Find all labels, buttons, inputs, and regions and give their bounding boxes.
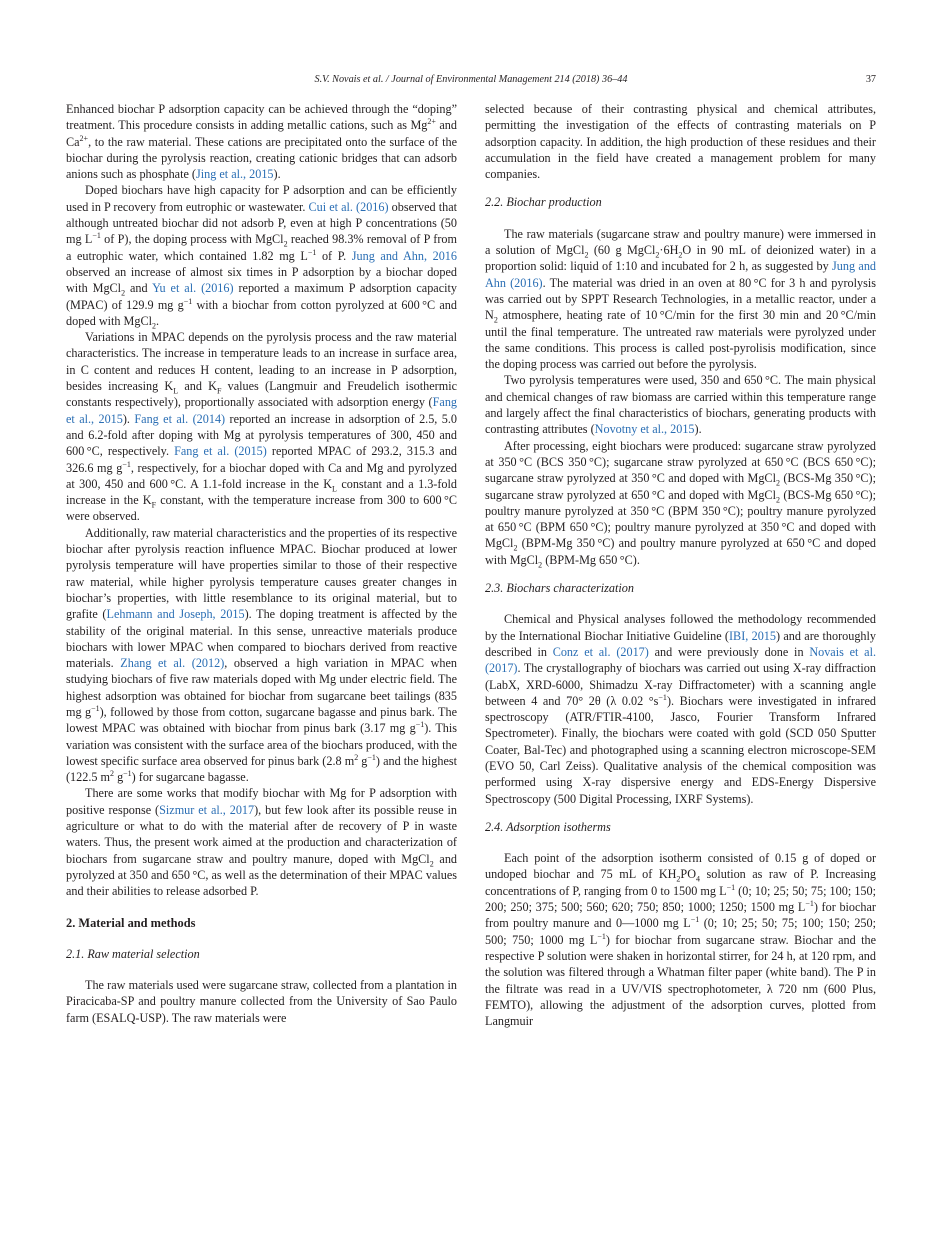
- citation-link[interactable]: Novotny et al., 2015: [594, 422, 695, 437]
- citation-link[interactable]: Fang et al. (2015): [174, 444, 267, 459]
- paragraph-raw-material: Additionally, raw material characteristics and the properties of its respective biochar after pyrolysis reaction influence MPAC. Biochar produced at lower pyrolysis temperature will have properties similar to those of their respective raw material, while higher pyrolysis temperature causes greater changes in biochar’s properties, with little resemblance to its original material, but to grafite (Lehmann and Joseph, 2015). The doping treatment is affected by the stability of the original material. In this sense, unreactive materials produce biochars with lower MPAC when compared to biochars derived from reactive materials. Zhang et al. (2012), observed a high variation in MPAC when studying biochars of five raw materials doped with Mg under electric field. The highest adsorption was obtained for biochar from sugarcane beet tailings (835 mg $g^{-1}$), followed by those from cotton, sugarcane bagasse and pinus bark. The lowest MPAC was obtained with biochar from pinus bark (3.17 mg $g^{-1}$). This variation was consistent with the surface area of the biochars produced, with the lowest specific surface area observed for pinus bark (2.8 $m^2$ $g^{-1}$) and the highest (122.5 $m^2$ $g^{-1}$) for sugarcane bagasse.: [66, 525, 458, 785]
- paragraph-raw-material-selection: The raw materials used were sugarcane straw, collected from a plantation in Piracicaba-SP and poultry manure collected from the University of Sao Paulo farm (ESALQ-USP). The raw materials were: [66, 978, 457, 1025]
- right-column: [485, 101, 876, 1029]
- journal-citation: S.V. Novais et al. / Journal of Environmental Management 214 (2018) 36–44: [314, 74, 628, 85]
- paragraph-pyrolysis-temps: Two pyrolysis temperatures were used, 350 and 650 °C. The main physical and chemical changes of raw biomass are carried within this temperature range and largely affect the final characteristics of biochars, generating products with contrasting attributes (Novotny et al., 2015).: [485, 373, 876, 437]
- paragraph-mpac-variations: Variations in MPAC depends on the pyrolysis process and the raw material characteristics. The increase in temperature leads to an increase in surface area, in C content and reduces H content, leading to an increase in P adsorption, besides increasing $K_L$ and $K_F$ values (Langmuir and Freudelich isothermic constants respectively), proportionally associated with adsorption energy (Fang et al., 2015). Fang et al. (2014) reported an increase in adsorption of 2.5, 5.0 and 6.2-fold after doping with Mg at pyrolysis temperatures of 300, 450 and 600 °C, respectively. Fang et al. (2015) reported MPAC of 293.2, 315.3 and 326.6 mg $g^{-1}$, respectively, for a biochar doped with Ca and Mg and pyrolyzed at 300, 450 and 600 °C. A 1.1-fold increase in the $K_L$ constant and a 1.3-fold increase in the $K_F$ constant, with the temperature increase from 300 to 600 °C were observed.: [66, 330, 458, 524]
- subsection-heading: 2.4. Adsorption isotherms: [485, 819, 611, 834]
- section-heading: 2. Material and methods: [66, 915, 196, 930]
- citation-link[interactable]: Conz et al. (2017): [552, 644, 649, 659]
- subsection-heading: 2.3. Biochars characterization: [485, 581, 634, 596]
- citation-link[interactable]: Fang et al., 2015: [66, 395, 457, 426]
- paragraph-doping-intro: Enhanced biochar P adsorption capacity can be achieved through the “doping” treatment. This procedure consists in adding metallic cations, such as $Mg^{2+}$ and $Ca^{2+}$, to the raw material. These cations are precipitated onto the surface of the biochar during the pyrolysis reaction, creating cationic bridges that can adsorb anions such as phosphate (Jing et al., 2015).: [66, 102, 457, 182]
- paragraph-adsorption-isotherms: Each point of the adsorption isotherm consisted of 0.15 g of doped or undoped biochar and 75 mL of $KH_2PO_4$ solution as raw of P. Increasing concentrations of P, ranging from 0 to 1500 mg $L^{-1}$ (0; 10; 25; 50; 75; 100; 150; 200; 250; 375; 500; 560; 620; 750; 850; 1000; 1250; 1500 mg $L^{-1}$) for biochar from poultry manure and 0—1000 mg $L^{-1}$ (0; 10; 25; 50; 75; 100; 150; 250; 500; 750; 1000 mg $L^{-1}$) for biochar from sugarcane straw. Biochar and the respective P solution were shaken in horizontal stirrer, for 24 h, at 120 rpm, and the solution was filtered through a Whatman filter paper (white band). The P in the filtrate was read in a UV/VIS spectrophotometer, λ 720 nm (600 Plus, FEMTO), allowing the adjustment of the adsorption curves, plotted from Langmuir: [485, 851, 877, 1029]
- citation-link[interactable]: IBI, 2015: [729, 628, 776, 643]
- paragraph-selection-cont: selected because of their contrasting physical and chemical attributes, permitting the investigation of the effects of contrasting materials on P adsorption capacity. In addition, the high production of these residues and their accumulation in the field have created a management problem for many companies.: [485, 102, 876, 182]
- citation-link[interactable]: Zhang et al. (2012): [120, 656, 225, 671]
- citation-link[interactable]: Jing et al., 2015: [195, 167, 274, 182]
- subsection-heading: 2.1. Raw material selection: [66, 946, 200, 961]
- paragraph-doped-biochars: Doped biochars have high capacity for P adsorption and can be efficiently used in P recovery from eutrophic or wastewater. Cui et al. (2016) observed that although untreated biochar did not adsorb P, even at high P concentrations (50 mg $L^{-1}$ of P), the doping process with MgCl$_2$ reached 98.3% removal of P from a eutrophic water, which contained 1.82 mg $L^{-1}$ of P. Jung and Ahn, 2016 observed an increase of almost six times in P adsorption by a biochar doped with MgCl$_2$ and Yu et al. (2016) reported a maximum P adsorption capacity (MPAC) of 129.9 mg $g^{-1}$ with a biochar from cotton pyrolyzed at 600 °C and doped with MgCl$_2$.: [66, 183, 457, 331]
- page-number: 37: [865, 74, 876, 85]
- citation-link[interactable]: Sizmur et al., 2017: [159, 802, 255, 817]
- paragraph-eight-biochars: After processing, eight biochars were produced: sugarcane straw pyrolyzed at 350 °C (BCS 350 °C); sugarcane straw pyrolyzed at 650 °C (BCS 650 °C); sugarcane straw pyrolyzed at 350 °C and doped with MgCl$_2$ (BCS-Mg 350 °C); sugarcane straw pyrolyzed at 650 °C and doped with MgCl$_2$ (BCS-Mg 650 °C); poultry manure pyrolyzed at 350 °C (BPM 350 °C); poultry manure pyrolyzed at 650 °C (BPM 650 °C); poultry manure pyrolyzed at 350 °C and doped with MgCl$_2$ (BPM-Mg 350 °C) and poultry manure pyrolyzed at 650 °C and doped with MgCl$_2$ (BPM-Mg 650 °C).: [485, 438, 876, 570]
- citation-link[interactable]: Lehmann and Joseph, 2015: [106, 607, 245, 622]
- paragraph-characterization: Chemical and Physical analyses followed the methodology recommended by the International Biochar Initiative Guideline (IBI, 2015) and are thoroughly described in Conz et al. (2017) and were previously done in Novais et al. (2017). The crystallography of biochars was carried out using X-ray diffraction (LabX, XRD-6000, Shimadzu X-ray Diffractometer) with a scanning angle between 4 and 70° 2θ (λ 0.02 $^\circ s^{-1}$). Biochars were investigated in infrared spectroscopy (ATR/FTIR-4100, Jasco, Fourier Transform Infrared Spectrometer). Finally, the biochars were coated with gold (SCD 050 Sputter Coater, Bal-Tec) and photographed using a scanning electron microscope-SEM (EVO 50, Carl Zeiss). Qualitative analysis of the chemical composition was performed using X-ray dispersive energy and EDS-Energy Dispersive Spectroscopy (500 Digital Processing, IXRF Systems).: [485, 612, 876, 806]
- subsection-heading: 2.2. Biochar production: [485, 195, 602, 210]
- citation-link[interactable]: Jung and Ahn (2016): [485, 259, 877, 290]
- paragraph-biochar-production: The raw materials (sugarcane straw and poultry manure) were immersed in a solution of MgCl$_2$ (60 g $MgCl_2\cdot 6H_2O$ in 90 mL of deionized water) in a proportion solid: liquid of 1:10 and incubated for 2 h, as suggested by Jung and Ahn (2016). The material was dried in an oven at 80 °C for 3 h and pyrolysis was carried out by SPPT Research Technologies, in a metallic reactor, under a $N_2$ atmosphere, heating rate of 10 °C/min for the first 30 min and 20 °C/min until the final temperature. The untreated raw materials were pyrolyzed under the same conditions. This process is called post-pyrolisis modification, since the doping process was carried out before the pyrolysis.: [485, 226, 877, 372]
- citation-link[interactable]: Fang et al. (2014): [134, 411, 226, 426]
- citation-link[interactable]: Jung and Ahn, 2016: [351, 248, 457, 263]
- citation-link[interactable]: Novais et al. (2017): [485, 644, 876, 676]
- paragraph-present-work: There are some works that modify biochar with Mg for P adsorption with positive response (Sizmur et al., 2017), but few look after its possible reuse in agriculture or what to do with the material after de recovery of P in waste waters. Thus, the present work aimed at the production and characterization of biochars from sugarcane straw and poultry manure, doped with MgCl$_2$ and pyrolyzed at 350 and 650 °C, as well as the determination of their MPAC values and their abilities to release adsorbed P.: [66, 786, 458, 899]
- running-header: [66, 74, 876, 88]
- citation-link[interactable]: Cui et al. (2016): [308, 199, 389, 214]
- left-column: [66, 101, 457, 1026]
- citation-link[interactable]: Yu et al. (2016): [152, 281, 234, 296]
